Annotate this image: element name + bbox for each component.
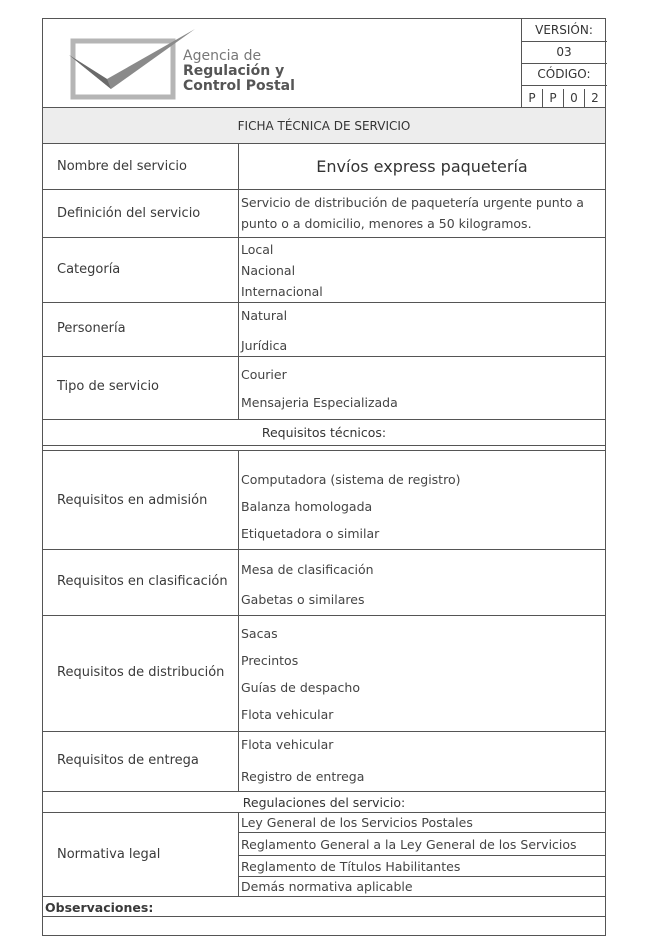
agency-name [183, 49, 353, 94]
personeria-item-natural: Natural [241, 308, 288, 323]
personeria-label: Personería [57, 321, 126, 336]
service-sheet [42, 18, 606, 936]
service-name-label: Nombre del servicio [57, 159, 187, 174]
legal-item-other-regulations: Demás normativa aplicable [241, 879, 413, 894]
distribution-label: Requisitos de distribución [57, 665, 225, 680]
distribution-item-guides: Guías de despacho [241, 680, 361, 695]
agency-name-line2: Regulación y [183, 63, 285, 79]
personeria-item-juridica: Jurídica [241, 338, 288, 353]
delivery-item-fleet: Flota vehicular [241, 737, 334, 752]
service-type-item-courier: Courier [241, 367, 287, 382]
checkmark-logo-icon [67, 29, 197, 101]
technical-heading: Requisitos técnicos: [261, 425, 387, 440]
observations-label: Observaciones: [45, 900, 154, 915]
delivery-item-register: Registro de entrega [241, 769, 365, 784]
admission-item-computer: Computadora (sistema de registro) [241, 472, 461, 487]
definition-label: Definición del servicio [57, 206, 201, 221]
legal-item-general-regulation: Reglamento General a la Ley General de los Servicios [241, 837, 577, 852]
code-char-3: 0 [563, 89, 584, 107]
service-type-label: Tipo de servicio [57, 379, 160, 394]
category-item-national: Nacional [241, 263, 296, 278]
classification-item-drawers: Gabetas o similares [241, 592, 365, 607]
legal-item-postal-law: Ley General de los Servicios Postales [241, 815, 473, 830]
code-char-4: 2 [584, 89, 605, 107]
agency-name-line3: Control Postal [183, 78, 295, 94]
service-name-value: Envíos express paquetería [316, 157, 528, 176]
category-item-local: Local [241, 242, 274, 257]
definition-line-1: Servicio de distribución de paquetería urgente punto a [241, 195, 584, 210]
classification-item-table: Mesa de clasificación [241, 562, 374, 577]
legal-label: Normativa legal [57, 847, 161, 862]
classification-label: Requisitos en clasificación [57, 574, 228, 589]
sheet-title: FICHA TÉCNICA DE SERVICIO [237, 119, 411, 133]
definition-line-2: punto o a domicilio, menores a 50 kilogramos. [241, 216, 532, 231]
category-label: Categoría [57, 262, 121, 277]
delivery-label: Requisitos de entrega [57, 753, 199, 768]
version-value: 03 [556, 45, 572, 59]
agency-logo [67, 29, 197, 101]
legal-item-titles-regulation: Reglamento de Títulos Habilitantes [241, 859, 461, 874]
code-label: CÓDIGO: [537, 67, 591, 81]
distribution-item-seals: Precintos [241, 653, 299, 668]
distribution-item-sacks: Sacas [241, 626, 278, 641]
agency-name-line1: Agencia de [183, 48, 262, 64]
code-char-2: P [542, 89, 563, 107]
category-item-international: Internacional [241, 284, 323, 299]
version-label: VERSIÓN: [535, 23, 593, 37]
admission-item-scale: Balanza homologada [241, 499, 373, 514]
admission-item-labeler: Etiquetadora o similar [241, 526, 380, 541]
service-type-item-mensajeria: Mensajeria Especializada [241, 395, 398, 410]
regulations-heading: Regulaciones del servicio: [242, 795, 406, 810]
distribution-item-fleet: Flota vehicular [241, 707, 334, 722]
code-char-1: P [521, 89, 542, 107]
admission-label: Requisitos en admisión [57, 493, 208, 508]
